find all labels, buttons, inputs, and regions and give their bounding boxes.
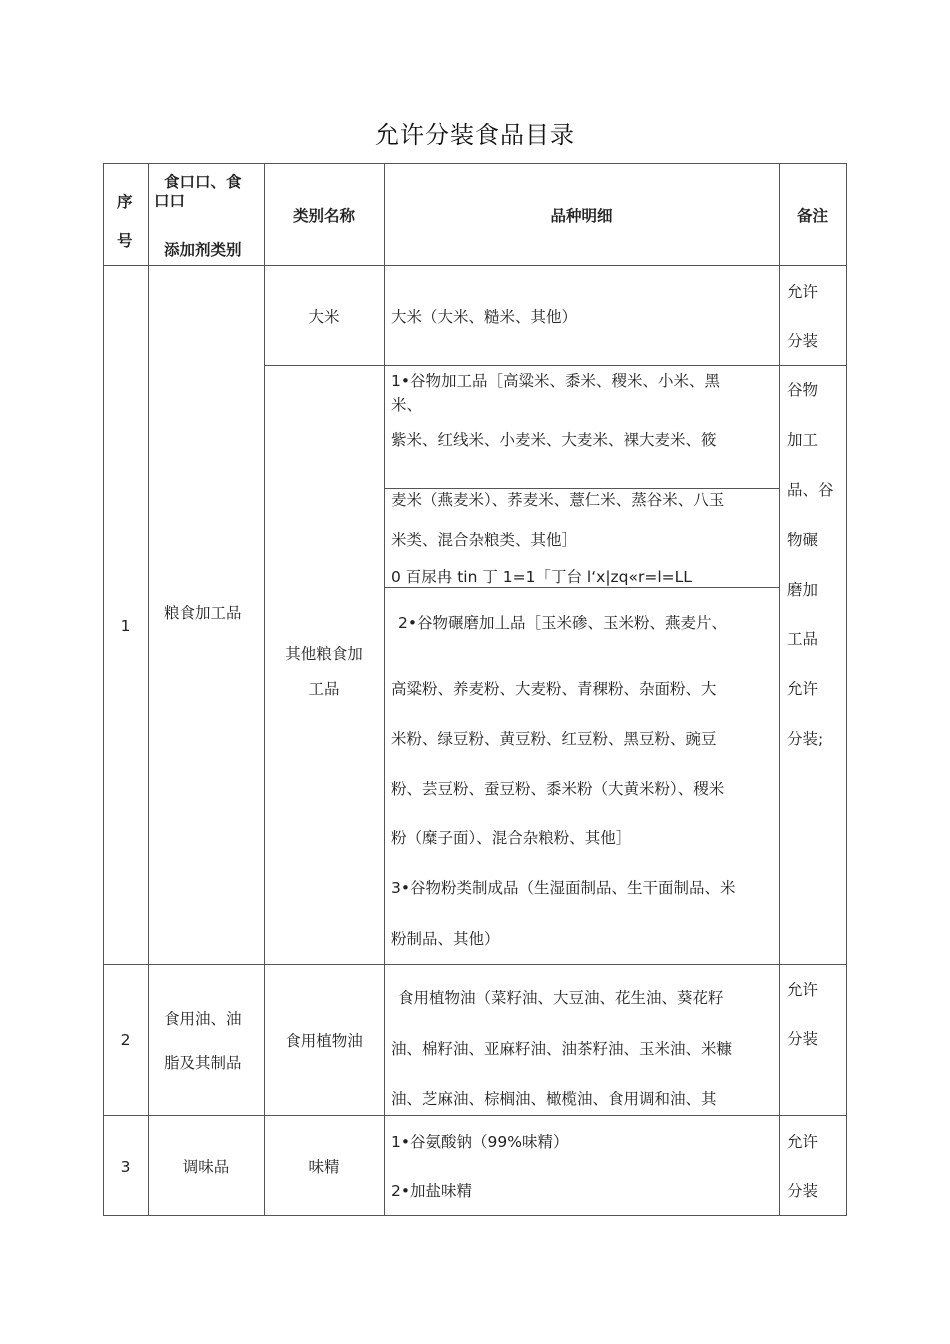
row1b-note-1: 谷物 (787, 381, 819, 399)
detail-c-line-7: 粉制品、其他） (391, 930, 500, 948)
row2-food-type-2: 脂及其制品 (164, 1054, 242, 1072)
row2-detail-2: 油、棉籽油、亚麻籽油、油茶籽油、玉米油、米糠 (391, 1040, 733, 1058)
row1b-note-6: 工品 (787, 630, 819, 648)
row1a-detail: 大米（大米、糙米、其他） (391, 308, 578, 326)
header-bottom-line (103, 265, 847, 266)
row2-note-2: 分装 (787, 1030, 819, 1048)
detail-c-line-4: 粉、芸豆粉、蚕豆粉、黍米粉（大黄米粉）、稷米 (391, 780, 725, 798)
row1b-note-8: 分装; (787, 730, 824, 748)
row1b-note-7: 允许 (787, 680, 819, 698)
row2-detail-1: 食用植物油（菜籽油、大豆油、花生油、葵花籽 (398, 989, 724, 1007)
row1b-note-4: 物碾 (787, 531, 819, 549)
row3-seq: 3 (120, 1158, 131, 1176)
row1-sub-divider (264, 365, 847, 366)
table-border-bottom (103, 1215, 847, 1216)
row3-category: 味精 (308, 1158, 340, 1176)
row1b-category-2: 工品 (308, 680, 340, 698)
header-food-3: 添加剂类别 (164, 241, 242, 259)
row1-food-type: 粮食加工品 (164, 604, 242, 622)
detail-b-line-1: 麦米（燕麦米）、荞麦米、薏仁米、蒸谷米、八玉 (391, 491, 725, 509)
row3-note-2: 分装 (787, 1182, 819, 1200)
detail-a-line-1: 1•谷物加工品［高粱米、黍米、稷米、小米、黑 (391, 372, 721, 390)
row2-category: 食用植物油 (285, 1032, 363, 1050)
page-title: 允许分装食品目录 (375, 121, 575, 149)
row1-seq: 1 (120, 617, 131, 635)
row2-bottom-line (103, 1115, 847, 1116)
header-food-2: 口口 (154, 192, 186, 210)
table-border-top (103, 163, 847, 164)
row2-seq: 2 (120, 1031, 131, 1049)
detail-divider-b (385, 587, 780, 588)
row1b-note-5: 磨加 (787, 581, 819, 599)
detail-a-line-2: 米、 (391, 396, 423, 414)
row3-food-type: 调味品 (182, 1158, 230, 1176)
row2-food-type-1: 食用油、油 (164, 1010, 242, 1028)
row1a-note-1: 允许 (787, 283, 819, 301)
col-divider-1 (148, 163, 149, 1216)
row1a-note-2: 分装 (787, 332, 819, 350)
row3-note-1: 允许 (787, 1133, 819, 1151)
detail-b-line-2: 米类、混合杂粮类、其他］ (391, 531, 578, 549)
detail-b-line-3: 0 百尿冉 tin 丁 1=1「丁台 l‘x|zq«r=l=LL (391, 568, 692, 586)
detail-c-line-5: 粉（糜子面）、混合杂粮粉、其他］ (391, 829, 632, 847)
row1a-category: 大米 (308, 308, 340, 326)
row1b-note-2: 加工 (787, 431, 819, 449)
row1b-note-3: 品、谷 (787, 481, 834, 499)
detail-c-line-3: 米粉、绿豆粉、黄豆粉、红豆粉、黑豆粉、豌豆 (391, 730, 717, 748)
row3-detail-1: 1•谷氨酸钠（99%味精） (391, 1133, 569, 1151)
detail-c-line-2: 高粱粉、养麦粉、大麦粉、青稞粉、杂面粉、大 (391, 680, 717, 698)
row2-note-1: 允许 (787, 981, 819, 999)
row3-detail-2: 2•加盐味精 (391, 1182, 473, 1200)
header-detail: 品种明细 (550, 207, 613, 225)
detail-c-line-1: 2•谷物碾磨加丄品［玉米碜、玉米粉、燕麦片、 (398, 614, 728, 632)
table-border-right (846, 163, 847, 1216)
header-seq-2: 号 (117, 232, 133, 250)
detail-a-line-3: 紫米、红线米、小麦米、大麦米、裸大麦米、筱 (391, 431, 717, 449)
detail-c-line-6: 3•谷物粉类制成品（生湿面制品、生干面制品、米 (391, 879, 736, 897)
detail-divider-a (385, 488, 780, 489)
row1b-category-1: 其他粮食加 (285, 645, 363, 663)
header-seq-1: 序 (117, 193, 133, 211)
col-divider-3 (384, 163, 385, 1216)
header-category: 类别名称 (292, 207, 355, 225)
table-border-left (103, 163, 104, 1216)
header-note: 备注 (796, 207, 828, 225)
row2-detail-3: 油、芝麻油、棕榈油、橄榄油、食用调和油、其 (391, 1090, 717, 1108)
header-food-1: 食口口、食 (164, 173, 242, 191)
col-divider-4 (779, 163, 780, 1216)
row1-bottom-line (103, 964, 847, 965)
